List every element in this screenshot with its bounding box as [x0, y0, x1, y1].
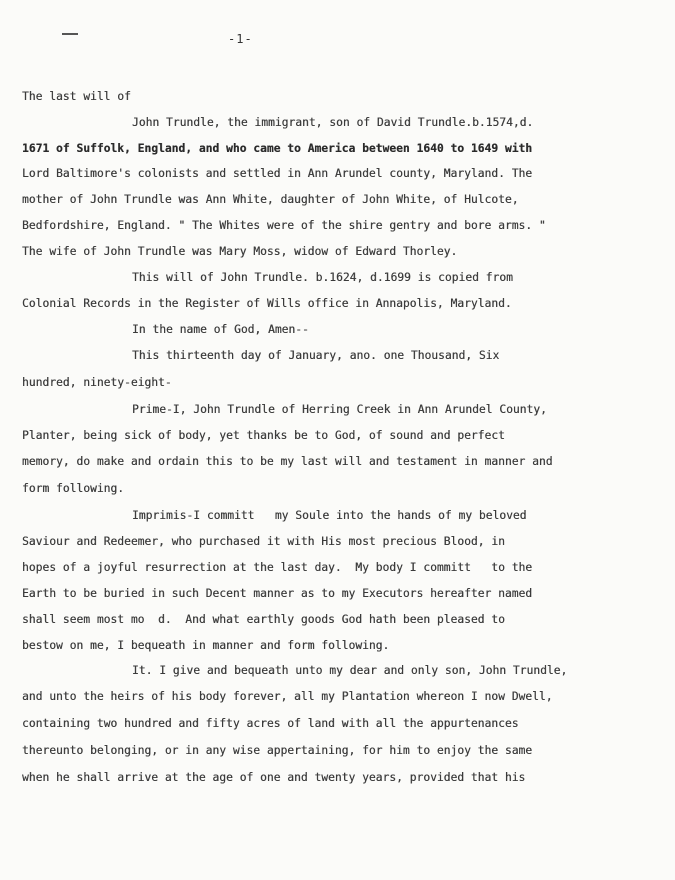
text-line: when he shall arrive at the age of one and twenty years, provided that his: [22, 771, 526, 784]
text-line: The wife of John Trundle was Mary Moss, widow of Edward Thorley.: [22, 245, 458, 258]
text-line: hundred, ninety-eight-: [22, 376, 172, 389]
text-line: hopes of a joyful resurrection at the last day. My body I committ to the: [22, 561, 533, 574]
text-line: Colonial Records in the Register of Wills office in Annapolis, Maryland.: [22, 297, 512, 310]
text-line: Imprimis-I committ my Soule into the hands of my beloved: [132, 509, 527, 522]
text-line: form following.: [22, 482, 125, 495]
text-line: thereunto belonging, or in any wise appertaining, for him to enjoy the same: [22, 744, 533, 757]
text-line: Saviour and Redeemer, who purchased it with His most precious Blood, in: [22, 535, 505, 548]
text-line: Earth to be buried in such Decent manner as to my Executors hereafter named: [22, 587, 533, 600]
text-line: and unto the heirs of his body forever, all my Plantation whereon I now Dwell,: [22, 690, 553, 703]
text-line: It. I give and bequeath unto my dear and only son, John Trundle,: [132, 664, 568, 677]
text-line: Planter, being sick of body, yet thanks be to God, of sound and perfect: [22, 429, 505, 442]
text-line: mother of John Trundle was Ann White, daughter of John White, of Hulcote,: [22, 193, 519, 206]
text-line: 1671 of Suffolk, England, and who came to America between 1640 to 1649 with: [22, 142, 533, 155]
doc-title-line: The last will of: [22, 90, 131, 103]
text-line: Bedfordshire, England. " The Whites were of the shire gentry and bore arms. ": [22, 219, 546, 232]
stray-mark: [62, 33, 78, 35]
text-line: memory, do make and ordain this to be my last will and testament in manner and: [22, 455, 553, 468]
text-line: shall seem most mo d. And what earthly goods God hath been pleased to: [22, 613, 505, 626]
text-line: John Trundle, the immigrant, son of David Trundle.b.1574,d.: [132, 116, 534, 129]
text-line: This thirteenth day of January, ano. one Thousand, Six: [132, 349, 500, 362]
text-line: bestow on me, I bequeath in manner and form following.: [22, 639, 390, 652]
text-line: Prime-I, John Trundle of Herring Creek in Ann Arundel County,: [132, 403, 547, 416]
text-line: In the name of God, Amen--: [132, 323, 309, 336]
page-number: -1-: [228, 32, 253, 46]
text-line: This will of John Trundle. b.1624, d.1699 is copied from: [132, 271, 513, 284]
text-line: Lord Baltimore's colonists and settled in Ann Arundel county, Maryland. The: [22, 167, 533, 180]
text-line: containing two hundred and fifty acres of land with all the appurtenances: [22, 717, 519, 730]
